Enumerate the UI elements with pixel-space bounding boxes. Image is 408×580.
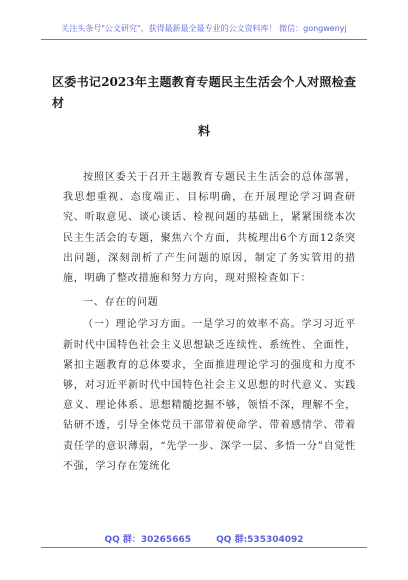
- footer-qq-group-1: QQ 群：30265665: [104, 535, 191, 545]
- footer-divider: [41, 547, 367, 548]
- header-notice: 关注头条号"公文研究"，获得最新最全最专业的公文资料库！ 微信：gongwenyj: [61, 24, 347, 33]
- document-title: 区委书记2023年主题教育专题民主生活会个人对照检查材: [52, 75, 356, 110]
- section-heading: 一、存在的问题: [83, 297, 159, 309]
- document-title-continued: 料: [197, 124, 210, 138]
- section-paragraph: （一）理论学习方面。一是学习的效率不高。学习习近平新时代中国特色社会主义思想缺乏连续性、系统性、全面性，紧扣主题教育的总体要求，全面推进理论学习的强度和力度不够，对习近平新时代中国特色社会主义思想的时代意义、实践意义、理论体系、思想精髓挖掘不够，领悟不深，理解不全，钻研不透，引导全体党员干部带着使命学、带着感情学、带着责任学的意识薄弱，“先学一步、深学一层、多悟一分”自觉性不强，学习存在笼统化: [63, 319, 356, 472]
- header-bar: [41, 20, 367, 40]
- document-body: [63, 168, 356, 477]
- footer-qq-group-2: QQ 群:535304092: [216, 535, 304, 545]
- intro-paragraph: 按照区委关于召开主题教育专题民主生活会的总体部署，我思想重视、态度端正、目标明确，在开展理论学习调查研究、听取意见、谈心谈话、检视问题的基础上，紧紧围绕本次民主生活会的专题，聚焦六个方面，共梳理出6个方面12条突出问题，深刻剖析了产生问题的原因，制定了务实管用的措施，明确了整改措施和努力方向，现对照检查如下：: [63, 172, 356, 285]
